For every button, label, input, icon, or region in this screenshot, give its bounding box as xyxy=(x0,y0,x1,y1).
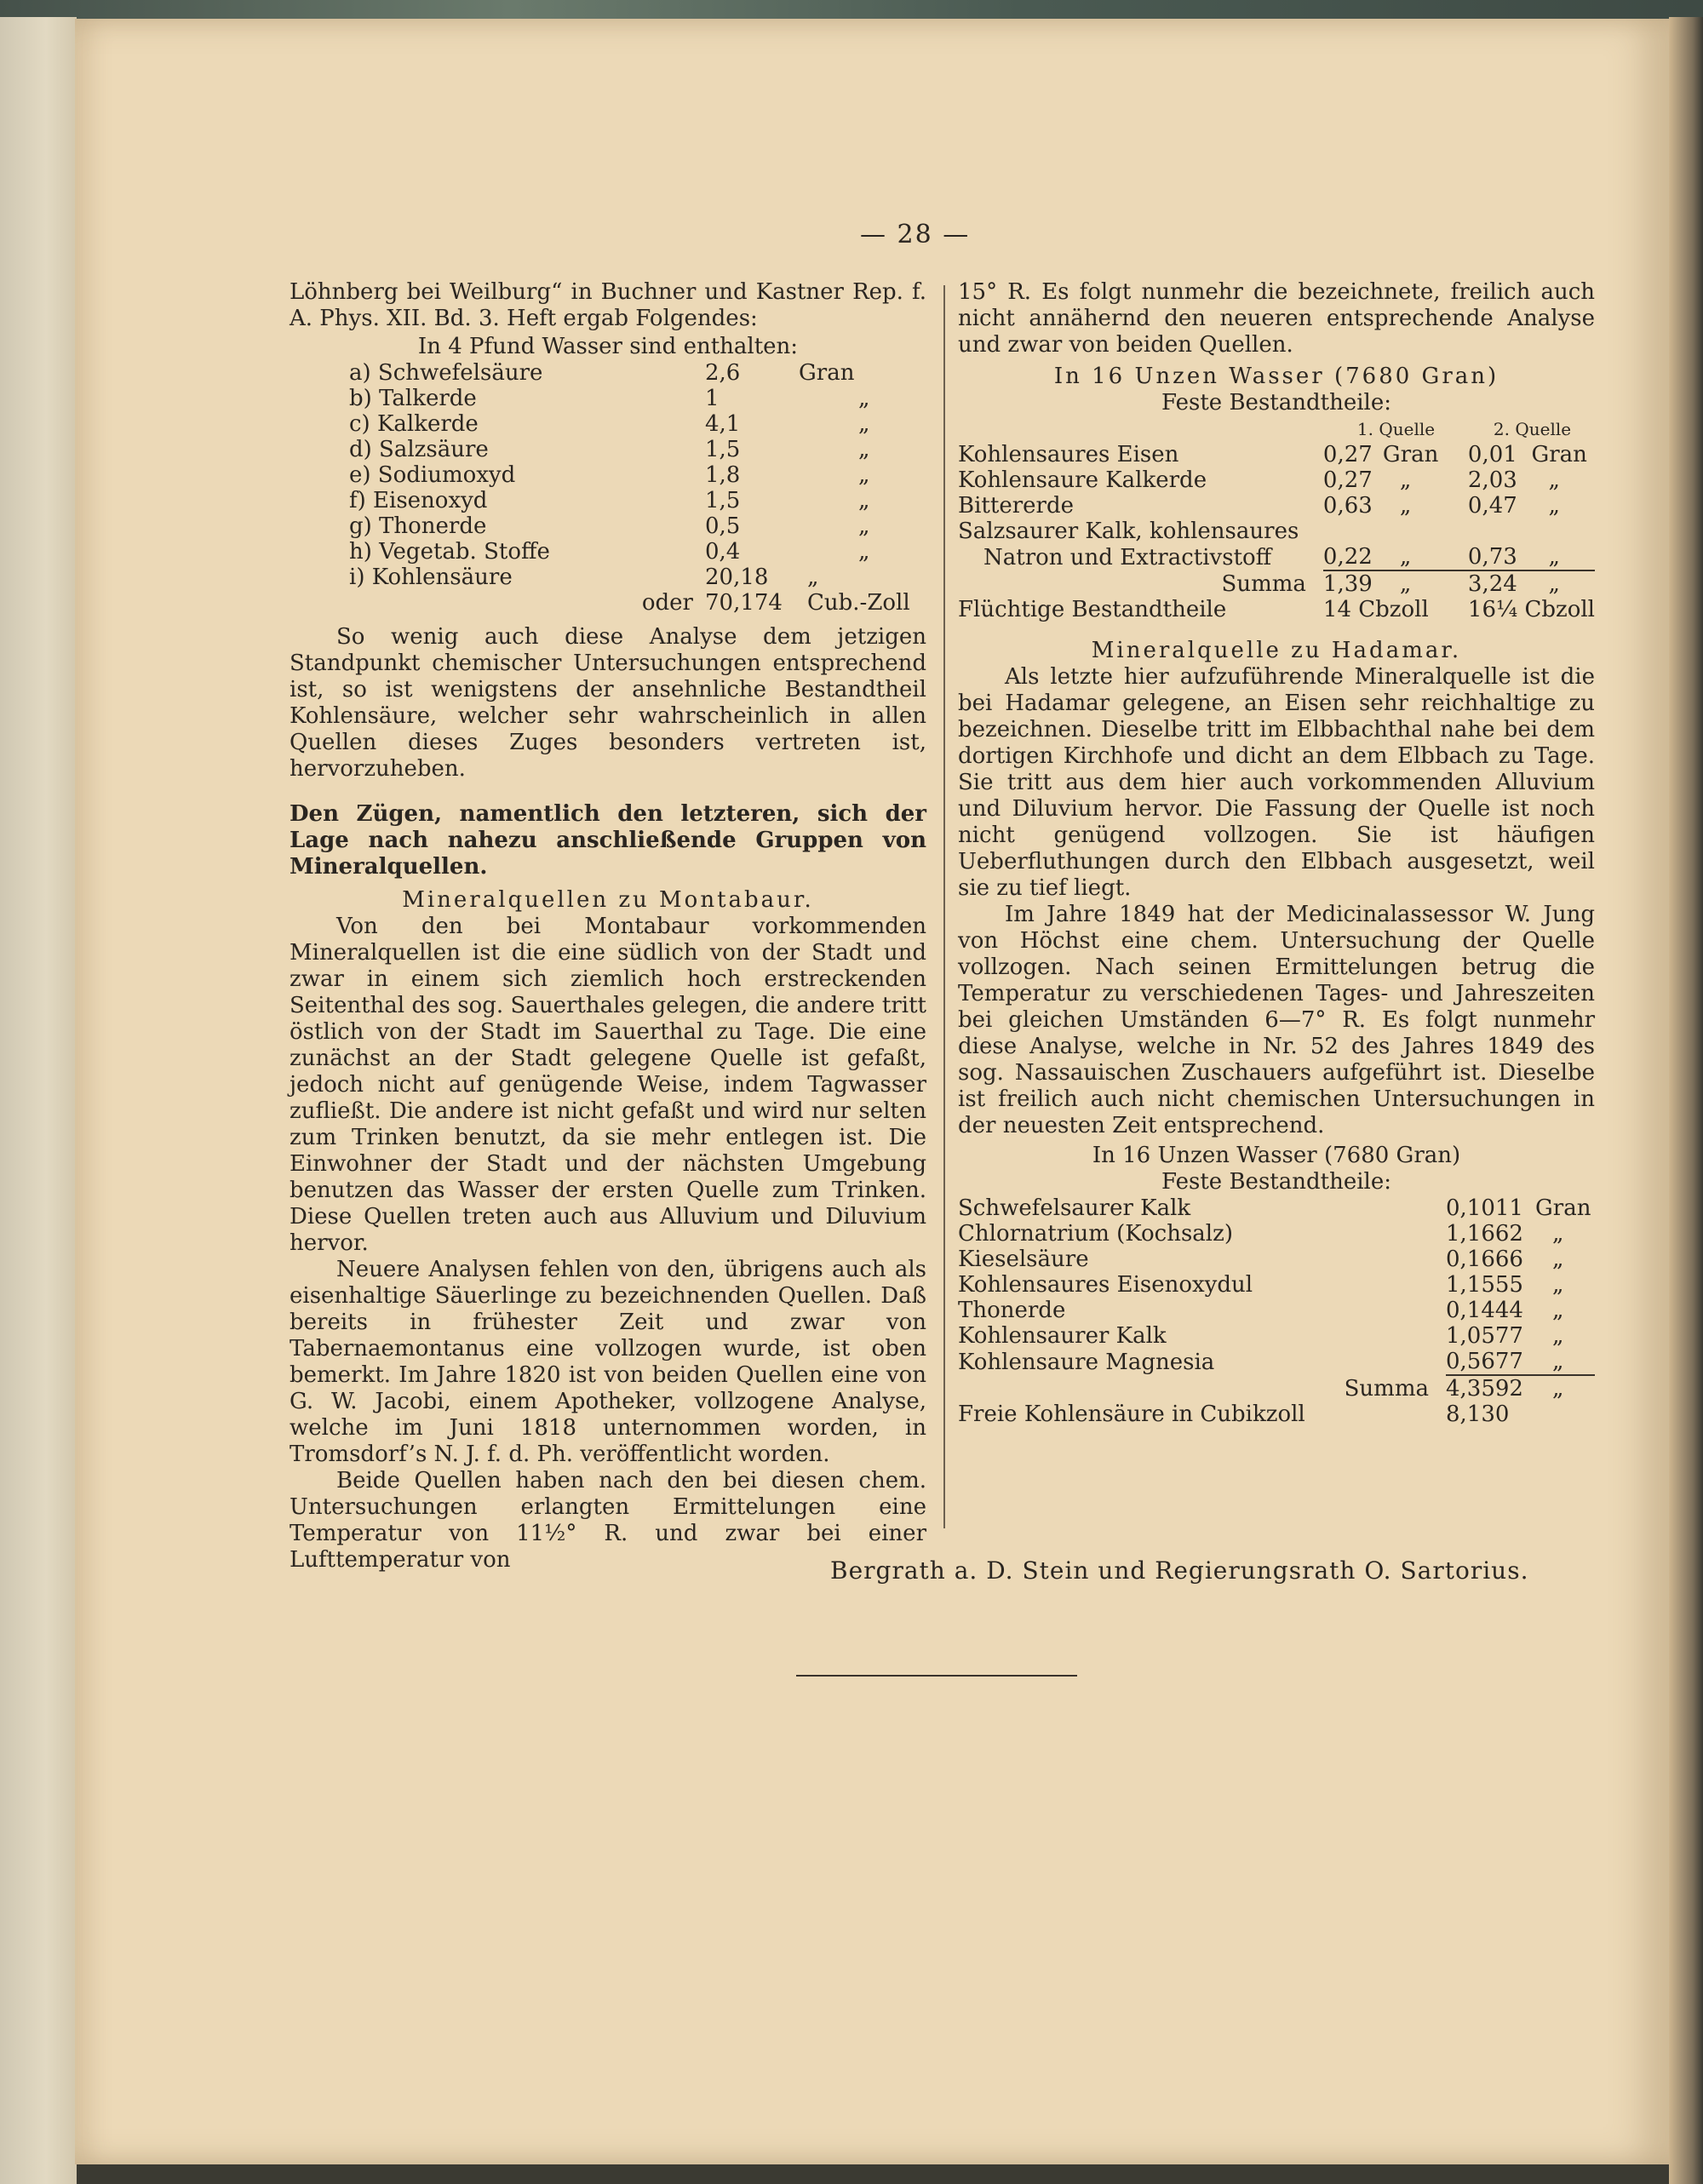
table-cell-unit: „ xyxy=(1548,493,1560,519)
table-cell-unit: „ xyxy=(858,539,870,565)
table-cell-value: 0,63 xyxy=(1322,493,1373,519)
page-number: — 28 — xyxy=(860,220,971,249)
table-cell-label: Thonerde xyxy=(958,1298,1066,1323)
table-header-row xyxy=(958,416,1595,442)
table-row xyxy=(958,1349,1595,1375)
table-cell-label: Natron und Extractivstoff xyxy=(983,544,1272,570)
table-cell-unit: „ xyxy=(1548,544,1560,570)
table-cell-unit: „ xyxy=(858,386,870,411)
table-cell-label: e) Sodiumoxyd xyxy=(349,462,516,488)
table-cell-unit: „ xyxy=(858,513,870,539)
table-cell-unit: Gran xyxy=(1382,442,1439,467)
table-cell-value: 1,8 xyxy=(705,462,741,488)
table-cell-unit: „ xyxy=(1399,544,1412,570)
table-cell-value: 20,18 xyxy=(705,565,769,590)
table-cell-value: 1,5 xyxy=(705,488,741,513)
table-cell-value: 4,1 xyxy=(705,411,741,437)
table-row xyxy=(290,565,926,590)
table-cell-unit: Gran xyxy=(1531,442,1587,467)
table-cell-unit: „ xyxy=(1399,467,1412,493)
table-subtitle: Feste Bestandtheile: xyxy=(1161,1169,1391,1195)
table-cell-unit: „ xyxy=(1552,1323,1564,1349)
table-cell-unit: „ xyxy=(858,411,870,437)
table-cell-value: 3,24 xyxy=(1468,570,1532,597)
table-cell-label: Flüchtige Bestandtheile xyxy=(958,597,1227,622)
table-cell-value: 0,5677 xyxy=(1446,1349,1523,1374)
table-row xyxy=(290,590,926,616)
table-cell-value: 0,47 xyxy=(1467,493,1517,519)
table-cell-value: 16¼ Cbzoll xyxy=(1467,597,1595,622)
table-cell-value: 70,174 xyxy=(705,590,783,616)
table-cell-unit: „ xyxy=(1535,1375,1595,1402)
table-title: In 16 Unzen Wasser (7680 Gran) xyxy=(1053,364,1499,389)
table-cell-label: g) Thonerde xyxy=(349,513,487,539)
table-cell-value: 1 xyxy=(705,386,720,411)
table-subtitle: Feste Bestandtheile: xyxy=(1161,390,1391,416)
table-cell-unit: Gran xyxy=(799,360,855,386)
table-row xyxy=(958,519,1595,544)
table-cell-label: b) Talkerde xyxy=(349,386,477,411)
table-cell-unit: „ xyxy=(858,488,870,513)
table-cell-label: Kohlensaure Magnesia xyxy=(958,1349,1215,1375)
table-title: In 16 Unzen Wasser (7680 Gran) xyxy=(1092,1143,1461,1168)
table-row xyxy=(958,1298,1595,1323)
table-cell-label: d) Salzsäure xyxy=(349,437,489,462)
paragraph: Von den bei Montabaur vorkommenden Mineralquellen ist die eine südlich von der Stadt und zwar in einem sich ziemlich hoch erstreckenden Seitenthal des sog. Sauerthales gelegen, die andere tritt östlich von der Stadt im Sauerthal zu Tage. Die eine zunächst an der Stadt gelegene Quelle ist gefaßt, jedoch nicht auf genügende Weise, indem Tagwasser zufließt. Die andere ist nicht gefaßt und wird nur selten zum Trinken benutzt, da sie mehr entlegen ist. Die Einwohner der Stadt und der nächsten Umgebung benutzen das Wasser der ersten Quelle zum Trinken. Diese Quellen treten auch aus Alluvium und Diluvium hervor. xyxy=(290,914,926,1256)
table-cell-label: Freie Kohlensäure in Cubikzoll xyxy=(958,1402,1305,1427)
table-cell-value: 0,22 xyxy=(1322,544,1373,570)
table-cell-label: c) Kalkerde xyxy=(349,411,479,437)
table-sum-row xyxy=(958,570,1595,597)
table-row xyxy=(958,442,1595,467)
analysis-table-2 xyxy=(958,416,1595,622)
table-cell-value: 4,3592 xyxy=(1446,1375,1535,1402)
table-cell-value: 0,27 xyxy=(1322,442,1373,467)
table-row xyxy=(290,386,926,411)
table-cell-unit: „ xyxy=(1552,1298,1564,1323)
paragraph: Beide Quellen haben nach den bei diesen chem. Untersuchungen erlangten Ermittelungen eine Temperatur von 11½° R. und zwar bei einer Lufttemperatur von xyxy=(290,1468,926,1573)
table-cell-unit: „ xyxy=(1552,1272,1564,1298)
facing-page-edge xyxy=(0,17,77,2184)
right-column xyxy=(958,279,1595,1427)
analysis-table-3 xyxy=(958,1195,1595,1427)
table-row xyxy=(958,1247,1595,1272)
table-cell-unit: „ xyxy=(1548,467,1560,493)
paragraph: 15° R. Es folgt nunmehr die bezeichnete, freilich auch nicht annähernd den neueren entsprechende Analyse und zwar von beiden Quellen. xyxy=(958,279,1595,358)
table-cell-unit: „ xyxy=(1383,570,1468,597)
table-row xyxy=(958,467,1595,493)
paragraph: Löhnberg bei Weilburg“ in Buchner und Kastner Rep. f. A. Phys. XII. Bd. 3. Heft ergab Folgendes: xyxy=(290,279,926,331)
table-row xyxy=(290,513,926,539)
section-subheading: Mineralquellen zu Montabaur. xyxy=(402,887,814,913)
table-cell-value: 1,1555 xyxy=(1446,1272,1523,1298)
table-row xyxy=(290,411,926,437)
column-divider xyxy=(943,285,945,1528)
table-row xyxy=(290,360,926,386)
table-cell-unit: „ xyxy=(858,462,870,488)
table-cell-label: Kohlensaures Eisen xyxy=(958,442,1179,467)
bottom-rule xyxy=(796,1675,1077,1677)
table-cell-value: 0,5 xyxy=(705,513,741,539)
table-row xyxy=(958,1272,1595,1298)
table-cell-label: Chlornatrium (Kochsalz) xyxy=(958,1221,1233,1247)
table-cell-unit: „ xyxy=(1552,1221,1564,1247)
table-cell-value: 1,0577 xyxy=(1446,1323,1523,1349)
table-cell-unit: „ xyxy=(1552,1349,1564,1374)
table-cell-unit: „ xyxy=(858,437,870,462)
table-cell-label: Salzsaurer Kalk, kohlensaures xyxy=(958,519,1299,544)
table-sum-row xyxy=(958,1375,1595,1402)
table-cell-value: 0,1444 xyxy=(1446,1298,1523,1323)
table-cell-value: 0,73 xyxy=(1467,544,1517,570)
table-cell-unit: Cub.-Zoll xyxy=(807,590,910,616)
table-row xyxy=(958,544,1595,570)
paragraph: Im Jahre 1849 hat der Medicinalassessor W. Jung von Höchst eine chem. Untersuchung der Quelle vollzogen. Nach seinen Ermittelungen betrug die Temperatur zu verschiedenen Tages- und Jahreszeiten bei gleichen Umständen 6—7° R. Es folgt nunmehr diese Analyse, welche in Nr. 52 des Jahres 1849 des sog. Nassauischen Zuschauers aufgeführt ist. Dieselbe ist freilich auch nicht chemischen Untersuchungen in der neuesten Zeit entsprechend. xyxy=(958,902,1595,1138)
table-cell-value: 0,1011 xyxy=(1446,1195,1523,1221)
table-cell-value: 0,4 xyxy=(705,539,741,565)
table-cell-label: Kohlensaurer Kalk xyxy=(958,1323,1167,1349)
page-gutter-shadow xyxy=(1669,17,1703,2184)
table-cell-unit: „ xyxy=(1399,493,1412,519)
table-row xyxy=(958,1402,1595,1427)
table-row xyxy=(290,437,926,462)
table-cell-value: 14 Cbzoll xyxy=(1322,597,1429,622)
table-cell-label: Kohlensaures Eisenoxydul xyxy=(958,1272,1253,1298)
section-heading: Den Zügen, namentlich den letzteren, sich der Lage nach nahezu anschließende Gruppen von Mineralquellen. xyxy=(290,801,926,880)
table-cell-label: Kieselsäure xyxy=(958,1247,1089,1272)
table-row xyxy=(290,539,926,565)
table-cell-label: f) Eisenoxyd xyxy=(349,488,488,513)
paragraph: So wenig auch diese Analyse dem jetzigen Standpunkt chemischer Untersuchungen entsprechend ist, so ist wenigstens der ansehnliche Bestandtheil Kohlensäure, welcher sehr wahrscheinlich in allen Quellen dieses Zuges besonders vertreten ist, hervorzuheben. xyxy=(290,624,926,782)
table-title: In 4 Pfund Wasser sind enthalten: xyxy=(417,334,799,359)
table-cell-label: oder xyxy=(641,590,693,616)
table-cell-value: 0,27 xyxy=(1322,467,1373,493)
table-cell-value: 2,6 xyxy=(705,360,741,386)
table-cell-label: h) Vegetab. Stoffe xyxy=(349,539,550,565)
table-cell-label: a) Schwefelsäure xyxy=(349,360,543,386)
table-header-cell: 2. Quelle xyxy=(1493,419,1572,439)
table-header-cell: 1. Quelle xyxy=(1356,419,1436,439)
table-cell-value: 1,1662 xyxy=(1446,1221,1523,1247)
signature-line: Bergrath a. D. Stein und Regierungsrath O. Sartorius. xyxy=(830,1556,1529,1585)
table-row xyxy=(290,462,926,488)
table-cell-value: 1,5 xyxy=(705,437,741,462)
table-cell-unit: „ xyxy=(1552,1247,1564,1272)
table-row xyxy=(958,1195,1595,1221)
analysis-table-1 xyxy=(290,360,926,616)
table-row xyxy=(958,1221,1595,1247)
section-subheading: Mineralquelle zu Hadamar. xyxy=(1091,638,1462,663)
table-row xyxy=(290,488,926,513)
table-cell-unit: Gran xyxy=(1535,1195,1591,1221)
table-cell-label: Summa xyxy=(1221,570,1306,597)
left-column xyxy=(290,279,926,1574)
paragraph: Neuere Analysen fehlen von den, übrigens auch als eisenhaltige Säuerlinge zu bezeichnenden Quellen. Daß bereits in frühester Zeit und zwar von Tabernaemontanus eine vollzogen wurde, ist oben bemerkt. Im Jahre 1820 ist von beiden Quellen eine von G. W. Jacobi, einem Apotheker, vollzogene Analyse, welche im Juni 1818 unternommen worden, in Tromsdorf’s N. J. f. d. Ph. veröffentlicht worden. xyxy=(290,1257,926,1467)
table-cell-value: 0,01 xyxy=(1467,442,1517,467)
table-row xyxy=(958,493,1595,519)
table-cell-value: 2,03 xyxy=(1467,467,1517,493)
table-row xyxy=(958,597,1595,622)
table-cell-label: Bittererde xyxy=(958,493,1074,519)
table-cell-label: i) Kohlensäure xyxy=(349,565,513,590)
table-cell-label: Summa xyxy=(1344,1375,1429,1402)
table-cell-unit: „ xyxy=(1531,570,1595,597)
table-cell-value: 1,39 xyxy=(1323,570,1383,597)
table-cell-value: 8,130 xyxy=(1446,1402,1510,1427)
table-row xyxy=(958,1323,1595,1349)
paragraph: Als letzte hier aufzuführende Mineralquelle ist die bei Hadamar gelegene, an Eisen sehr reichhaltige zu bezeichnen. Dieselbe tritt im Elbbachthal nahe bei dem dortigen Kirchhofe und dicht an dem Elbbach zu Tage. Sie tritt aus dem hier auch vorkommenden Alluvium und Diluvium hervor. Die Fassung der Quelle ist noch nicht genügend vollzogen. Sie ist häufigen Ueberfluthungen durch den Elbbach ausgesetzt, weil sie zu tief liegt. xyxy=(958,664,1595,901)
table-cell-label: Schwefelsaurer Kalk xyxy=(958,1195,1191,1221)
table-cell-value: 0,1666 xyxy=(1446,1247,1523,1272)
table-cell-unit: „ xyxy=(807,565,819,590)
table-cell-label: Kohlensaure Kalkerde xyxy=(958,467,1207,493)
